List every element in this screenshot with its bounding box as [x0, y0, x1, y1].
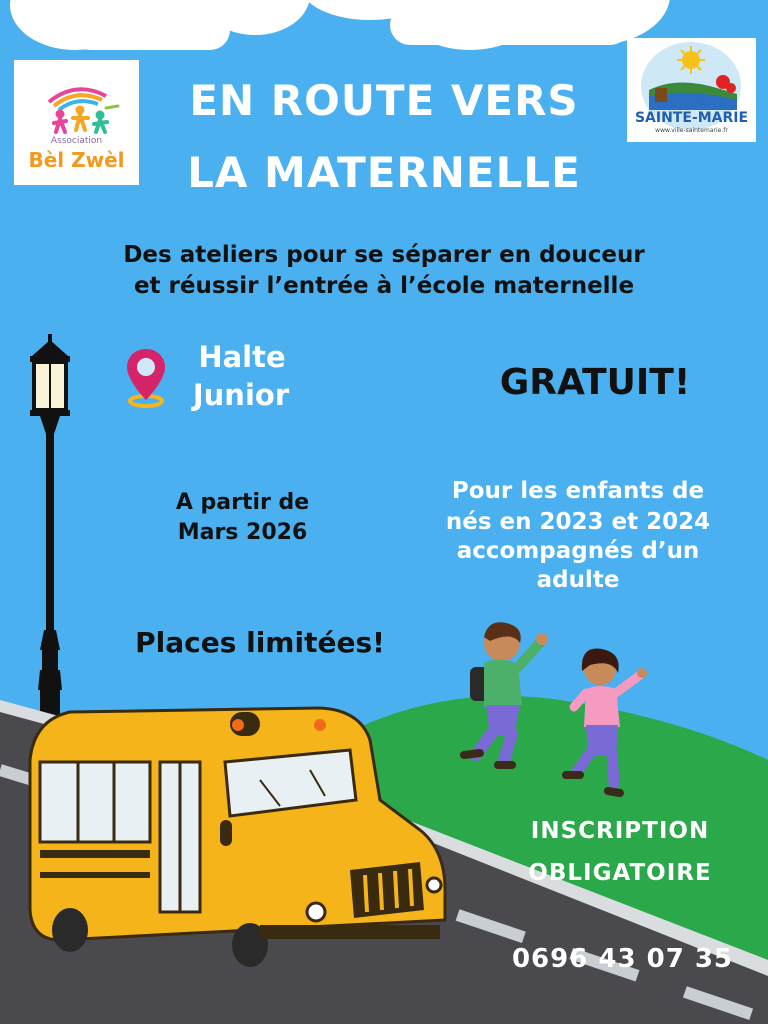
phone-number: 0696 43 07 35 [511, 944, 734, 974]
subtitle-line-1: Des ateliers pour se séparer en douceur [123, 242, 645, 268]
start-line-2: Mars 2026 [177, 520, 308, 545]
inscription-line-2: OBLIGATOIRE [528, 860, 712, 886]
audience-line-4: adulte [536, 567, 620, 593]
city-ville-label: Ville [695, 94, 725, 109]
location-pin-icon [124, 345, 168, 411]
association-label: Association [50, 136, 103, 146]
title-line-2: LA MATERNELLE [187, 148, 581, 197]
price-label: GRATUIT! [499, 362, 691, 403]
school-bus [20, 700, 450, 970]
places-label: Places limitées! [135, 626, 385, 659]
children-illustration [440, 615, 660, 815]
audience-line-3: accompagnés d’un [456, 538, 700, 564]
inscription-line-1: INSCRIPTION [530, 818, 710, 844]
audience-line-2: nés en 2023 et 2024 [445, 509, 711, 535]
title-line-1: EN ROUTE VERS [189, 76, 579, 125]
subtitle-line-2: et réussir l’entrée à l’école maternelle [133, 273, 635, 299]
start-line-1: A partir de [175, 490, 310, 515]
location-line-1: Halte [198, 340, 286, 374]
location-line-2: Junior [192, 378, 290, 412]
city-url: www.ville-saintemarie.fr [655, 127, 728, 134]
audience-line-1: Pour les enfants de [451, 478, 705, 504]
association-name: Bèl Zwèl [28, 148, 125, 172]
city-name: SAINTE-MARIE [634, 110, 749, 126]
